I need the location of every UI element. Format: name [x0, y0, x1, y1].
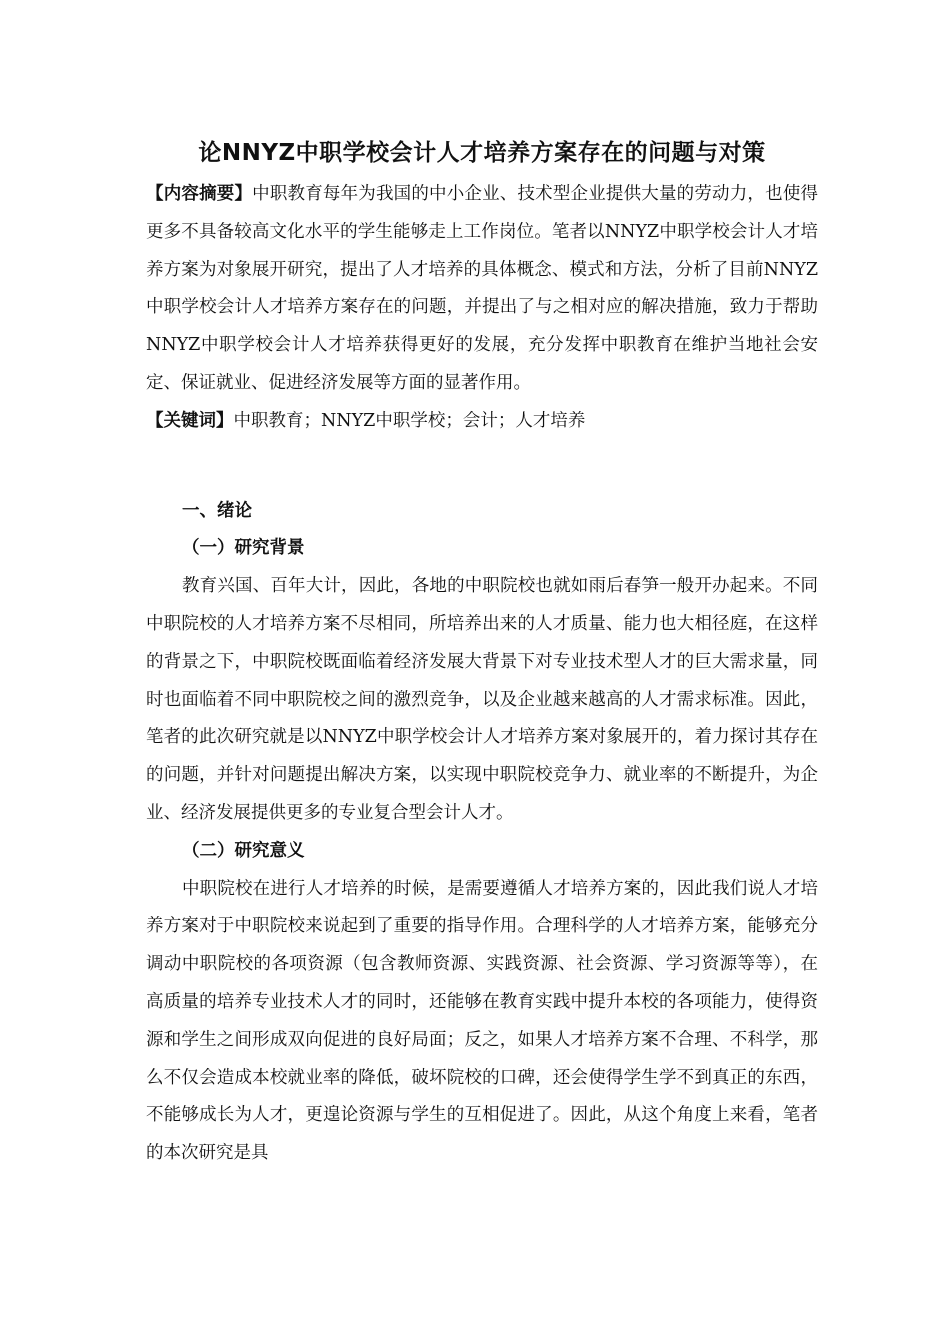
section-heading-significance: （二）研究意义: [182, 840, 305, 861]
document-page: [146, 134, 818, 1173]
abstract: [146, 176, 818, 403]
section-heading-background: （一）研究背景: [182, 538, 305, 559]
background-paragraph: 教育兴国、百年大计，因此，各地的中职院校也就如雨后春笋一般开办起来。不同中职院校的人才培养方案不尽相同，所培养出来的人才质量、能力也大相径庭，在这样的背景之下，中职院校既面临着经济发展大背景下对专业技术型人才的巨大需求量，同时也面临着不同中职院校之间的激烈竞争，以及企业越来越高的人才需求标准。因此，笔者的此次研究就是以NNYZ中职学校会计人才培养方案对象展开的，着力探讨其存在的问题，并针对问题提出解决方案，以实现中职院校竞争力、就业率的不断提升，为企业、经济发展提供更多的专业复合型会计人才。: [146, 576, 818, 823]
keywords-label: 【关键词】: [146, 410, 234, 431]
significance-paragraph: 中职院校在进行人才培养的时候，是需要遵循人才培养方案的，因此我们说人才培养方案对于中职院校来说起到了重要的指导作用。合理科学的人才培养方案，能够充分调动中职院校的各项资源（包含教师资源、实践资源、社会资源、学习资源等等），在高质量的培养专业技术人才的同时，还能够在教育实践中提升本校的各项能力，使得资源和学生之间形成双向促进的良好局面；反之，如果人才培养方案不合理、不科学，那么不仅会造成本校就业率的降低，破坏院校的口碑，还会使得学生学不到真正的东西，不能够成长为人才，更遑论资源与学生的互相促进了。因此，从这个角度上来看，笔者的本次研究是具: [146, 878, 818, 1164]
keywords: [146, 403, 818, 441]
keywords-text: 中职教育；NNYZ中职学校；会计；人才培养: [233, 410, 586, 431]
abstract-label: 【内容摘要】: [146, 184, 253, 204]
paper-title: 论NNYZ中职学校会计人才培养方案存在的问题与对策: [198, 140, 766, 166]
section-spacer: [146, 441, 818, 493]
section-heading-introduction: 一、绪论: [182, 500, 252, 521]
abstract-text: 中职教育每年为我国的中小企业、技术型企业提供大量的劳动力，也使得更多不具备较高文化水平的学生能够走上工作岗位。笔者以NNYZ中职学校会计人才培养方案为对象展开研究，提出了人才培养的具体概念、模式和方法，分析了目前NNYZ中职学校会计人才培养方案存在的问题，并提出了与之相对应的解决措施，致力于帮助NNYZ中职学校会计人才培养获得更好的发展，充分发挥中职教育在维护当地社会安定、保证就业、促进经济发展等方面的显著作用。: [146, 184, 819, 393]
